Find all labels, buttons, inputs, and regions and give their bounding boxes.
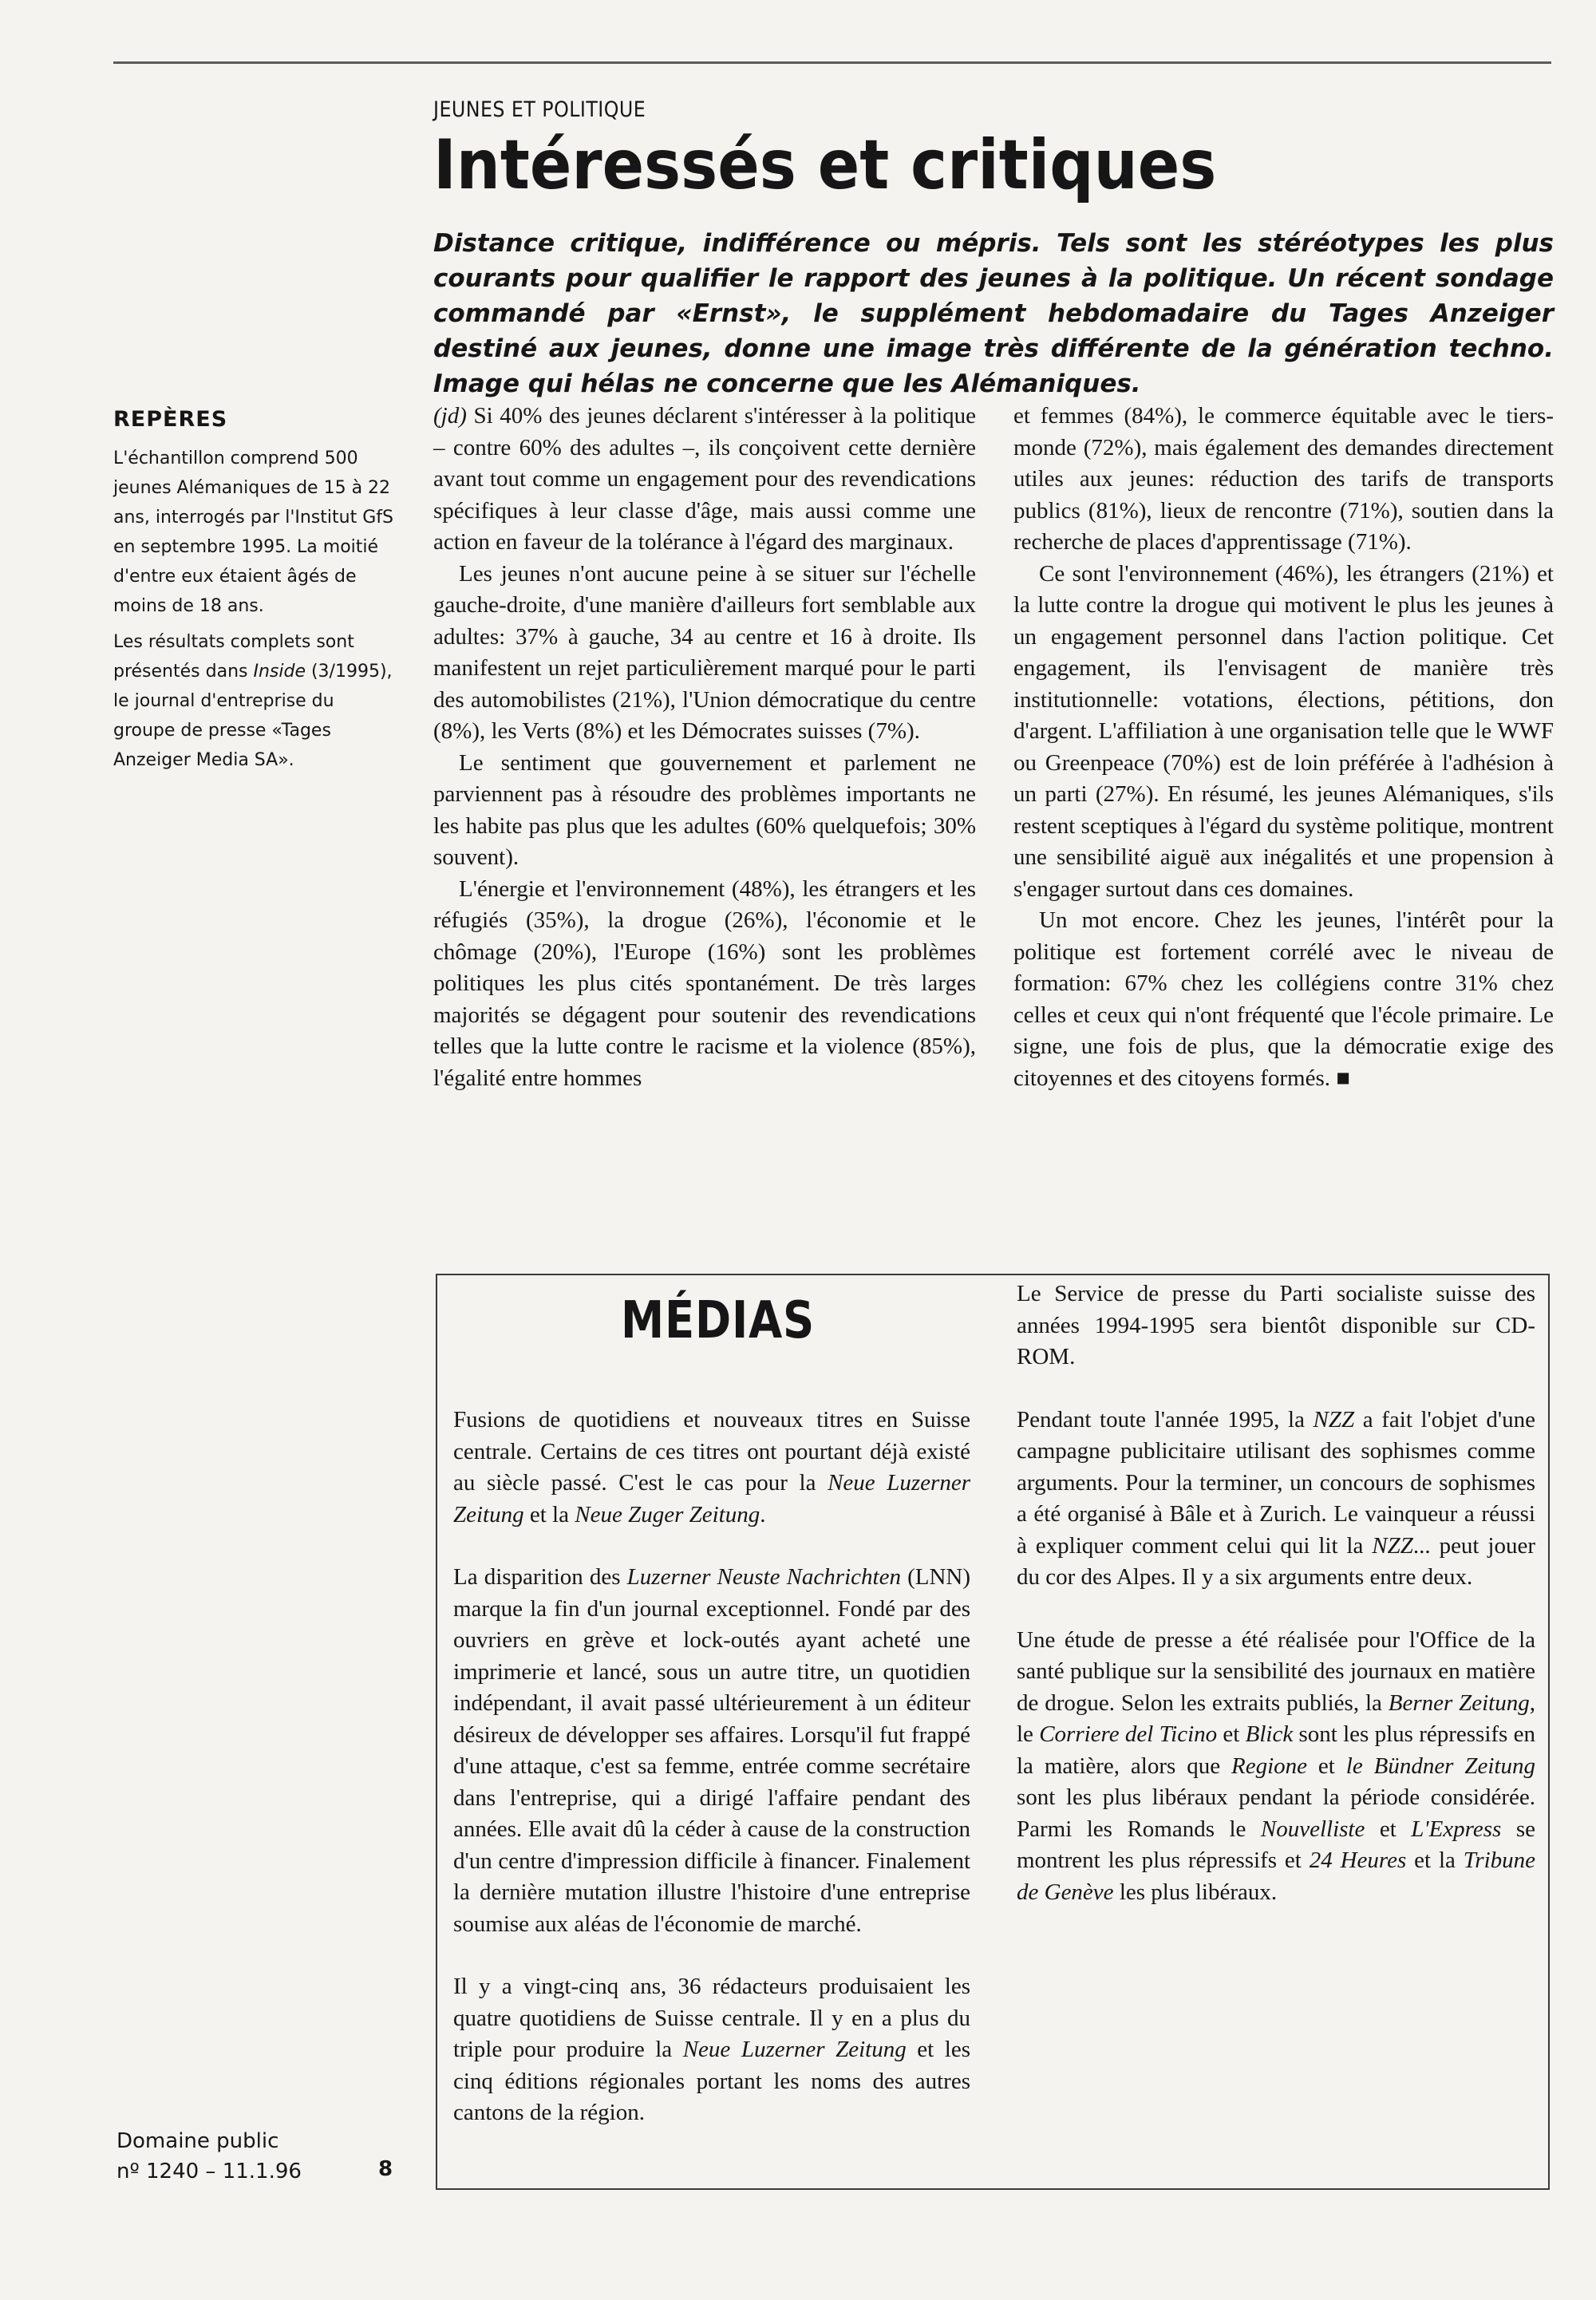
article-paragraph [433, 401, 976, 559]
newspaper-name: Luzerner Neuste Nachrichten [626, 1564, 901, 1590]
medias-paragraph [1017, 1625, 1535, 1909]
article-paragraph: Ce sont l'environnement (46%), les étrangers (21%) et la lutte contre la drogue qui motivent le plus les jeunes à un engagement personnel dans l'action politique. Cet engagement, ils l'envisagent de manière très institutionnelle: votations, élections, pétitions, don d'argent. L'affiliation à une organisation telle que le WWF ou Greenpeace (70%) est de loin préférée à l'adhésion à un parti (27%). En résumé, les jeunes Alémaniques, s'ils restent sceptiques à l'égard du système politique, montrent une sensibilité aiguë aux inégalités et une propension à s'engager surtout dans ces domaines. [1013, 560, 1554, 902]
reperes-paragraph [113, 627, 394, 775]
text-run: les plus libéraux. [1113, 1879, 1278, 1905]
newspaper-name: Corriere del Ticino [1039, 1721, 1218, 1747]
text-run: et [1217, 1721, 1246, 1747]
text-run: Si 40% des jeunes déclarent s'intéresser à la politique – contre 60% des adultes –, ils conçoivent cette dernière avant tout comme un engagement pour des revendications spécifiques à leur classe d'âge, mais aussi comme une action en faveur de la tolérance à l'égard des marginaux. [433, 403, 976, 555]
newspaper-name: Neue Luzerner Zeitung [682, 2037, 907, 2062]
newspaper-name: Blick [1245, 1721, 1294, 1747]
article-lead: Distance critique, indifférence ou mépris. Tels sont les stéréotypes les plus courants pour qualifier le rapport des jeunes à la politique. Un récent sondage commandé par «Ernst», le supplément hebdomadaire du Tages Anzeiger destiné aux jeunes, donne une image très différente de la génération techno. Image qui hélas ne concerne que les Alémaniques. [433, 229, 1554, 398]
article-paragraph: Les jeunes n'ont aucune peine à se situer sur l'échelle gauche-droite, d'une manière d'ailleurs fort semblable aux adultes: 37% à gauche, 34 au centre et 16 à droite. Ils manifestent un rejet particulièrement marqué pour le parti des automobilistes (21%), l'Union démocratique du centre (8%), les Verts (8%) et les Démocrates suisses (7%). [433, 560, 976, 744]
newspaper-name: Neue Luzerner Zeitung [453, 1470, 970, 1527]
text-run: (3/1995), le journal d'entreprise du groupe de presse «Tages Anzeiger Media SA». [113, 662, 393, 770]
text-run: Pendant toute l'année 1995, la [1017, 1406, 1314, 1433]
footer-issue: nº 1240 – 11.1.96 [117, 2160, 302, 2183]
text-run: se montrent les plus répressifs et [1017, 1816, 1535, 1873]
medias-box [436, 1274, 1550, 2190]
newspaper-name: Tribune de Genève [1017, 1848, 1535, 1905]
text-run: et les cinq éditions régionales portant les noms des autres cantons de la région. [453, 2037, 970, 2125]
text-run: Un mot encore. Chez les jeunes, l'intérêt pour la politique est fortement corrélé avec le niveau de formation: 67% chez les collégiens contre 31% chez celles et ceux qui n'ont fréquenté que l'école primaire. Le signe, une fois de plus, que la démocratie exige des citoyennes et des citoyens formés. [1013, 907, 1554, 1091]
text-run: et [1307, 1753, 1346, 1779]
footer-publication-name: Domaine public [117, 2129, 279, 2153]
newspaper-name: L'Express [1411, 1816, 1502, 1842]
article-paragraph: et femmes (84%), le commerce équitable avec le tiers-monde (72%), mais également des demandes directement utiles aux jeunes: réduction des tarifs de transports publics (81%), lieux de rencontre (71%), soutien dans la recherche de places d'apprentissage (71%). [1013, 403, 1554, 555]
article-column-1 [433, 401, 976, 1094]
text-run: Les résultats complets sont présentés dans [113, 632, 354, 682]
newspaper-name: le Bündner Zeitung [1345, 1753, 1535, 1779]
reperes-sidebar [113, 444, 394, 781]
medias-column-2 [1017, 1278, 1535, 1939]
medias-paragraph [453, 1405, 970, 1531]
reperes-paragraph: L'échantillon comprend 500 jeunes Alémaniques de 15 à 22 ans, interrogés par l'Institut GfS en septembre 1995. La moitié d'entre eux étaient âgés de moins de 18 ans. [113, 449, 393, 616]
medias-paragraph: Le Service de presse du Parti socialiste suisse des années 1994-1995 sera bientôt disponible sur CD-ROM. [1017, 1281, 1535, 1369]
text-run: sont les plus libéraux pendant la période considérée. Parmi les Romands le [1017, 1784, 1535, 1842]
text-run: , le [1017, 1689, 1535, 1747]
end-mark: ■ [1336, 1065, 1350, 1091]
text-run: ... peut jouer du cor des Alpes. Il y a six arguments entre deux. [1017, 1532, 1535, 1590]
article-column-2 [1013, 401, 1554, 1094]
medias-title: MÉDIAS [621, 1291, 816, 1350]
page-number: 8 [378, 2157, 393, 2181]
publication-name: Inside [253, 662, 306, 682]
newspaper-name: NZZ [1313, 1406, 1355, 1433]
text-run: . [760, 1501, 766, 1527]
section-kicker: JEUNES ET POLITIQUE [433, 97, 646, 122]
publication-footer [117, 2126, 302, 2187]
newspaper-name: Regione [1231, 1753, 1308, 1779]
text-run: et la [1406, 1848, 1464, 1873]
medias-paragraph [1017, 1405, 1535, 1594]
article-title: Intéressés et critiques [433, 125, 1217, 205]
reperes-heading: REPÈRES [113, 407, 228, 432]
text-run: Une étude de presse a été réalisée pour l'Office de la santé publique sur la sensibilité des journaux en matière de drogue. Selon les extraits publiés, la [1017, 1626, 1535, 1716]
medias-paragraph [453, 1562, 970, 1940]
article-paragraph: L'énergie et l'environnement (48%), les étrangers et les réfugiés (35%), la drogue (26%), l'économie et le chômage (20%), l'Europe (16%) sont les problèmes politiques les plus cités spontanément. De très larges majorités se dégagent pour soutenir des revendications telles que la lutte contre le racisme et la violence (85%), l'égalité entre hommes [433, 875, 976, 1091]
text-run: sont les plus répressifs en la matière, alors que [1017, 1721, 1535, 1779]
article-paragraph [1013, 905, 1554, 1094]
newspaper-name: Berner Zeitung [1388, 1689, 1530, 1716]
text-run: Fusions de quotidiens et nouveaux titres en Suisse centrale. Certains de ces titres ont pourtant déjà existé au siècle passé. C'est le cas pour la [453, 1407, 970, 1496]
text-run: Il y a vingt-cinq ans, 36 rédacteurs produisaient les quatre quotidiens de Suisse centrale. Il y en a plus du triple pour produire la [453, 1974, 970, 2062]
newspaper-name: NZZ [1372, 1532, 1413, 1559]
text-run: et la [523, 1501, 575, 1527]
newspaper-name: 24 Heures [1309, 1848, 1407, 1873]
text-run: a fait l'objet d'une campagne publicitaire utilisant des sophismes comme arguments. Pour la terminer, un concours de sophismes a été organisé à Bâle et à Zurich. Le vainqueur a réussi à expliquer comment celui qui lit la [1017, 1406, 1535, 1559]
newspaper-name: Neue Zuger Zeitung [575, 1501, 760, 1527]
medias-paragraph [453, 1971, 970, 2129]
article-paragraph: Le sentiment que gouvernement et parlement ne parviennent pas à résoudre des problèmes importants ne les habite pas plus que les adultes (60% quelquefois; 30% souvent). [433, 749, 976, 870]
top-rule [113, 61, 1551, 64]
newspaper-name: Nouvelliste [1260, 1816, 1365, 1842]
text-run: et [1365, 1816, 1412, 1842]
text-run: La disparition des [453, 1564, 627, 1590]
medias-column-1 [453, 1405, 970, 2160]
text-run: (LNN) marque la fin d'un journal exceptionnel. Fondé par des ouvriers en grève et lock-outés ayant acheté une imprimerie et lancé, sous un autre titre, un quotidien indépendant, il avait passé ultérieurement à un éditeur désireux de développer ses affaires. Lorsqu'il fut frappé d'une attaque, c'est sa femme, entrée comme secrétaire dans l'entreprise, qui a dirigé l'affaire pendant des années. Elle avait dû la céder à cause de la construction d'un centre d'impression difficile à financer. Finalement la dernière mutation illustre l'histoire d'une entreprise soumise aux aléas de l'économie de marché. [453, 1564, 970, 1937]
author-initials: (jd) [433, 403, 467, 429]
